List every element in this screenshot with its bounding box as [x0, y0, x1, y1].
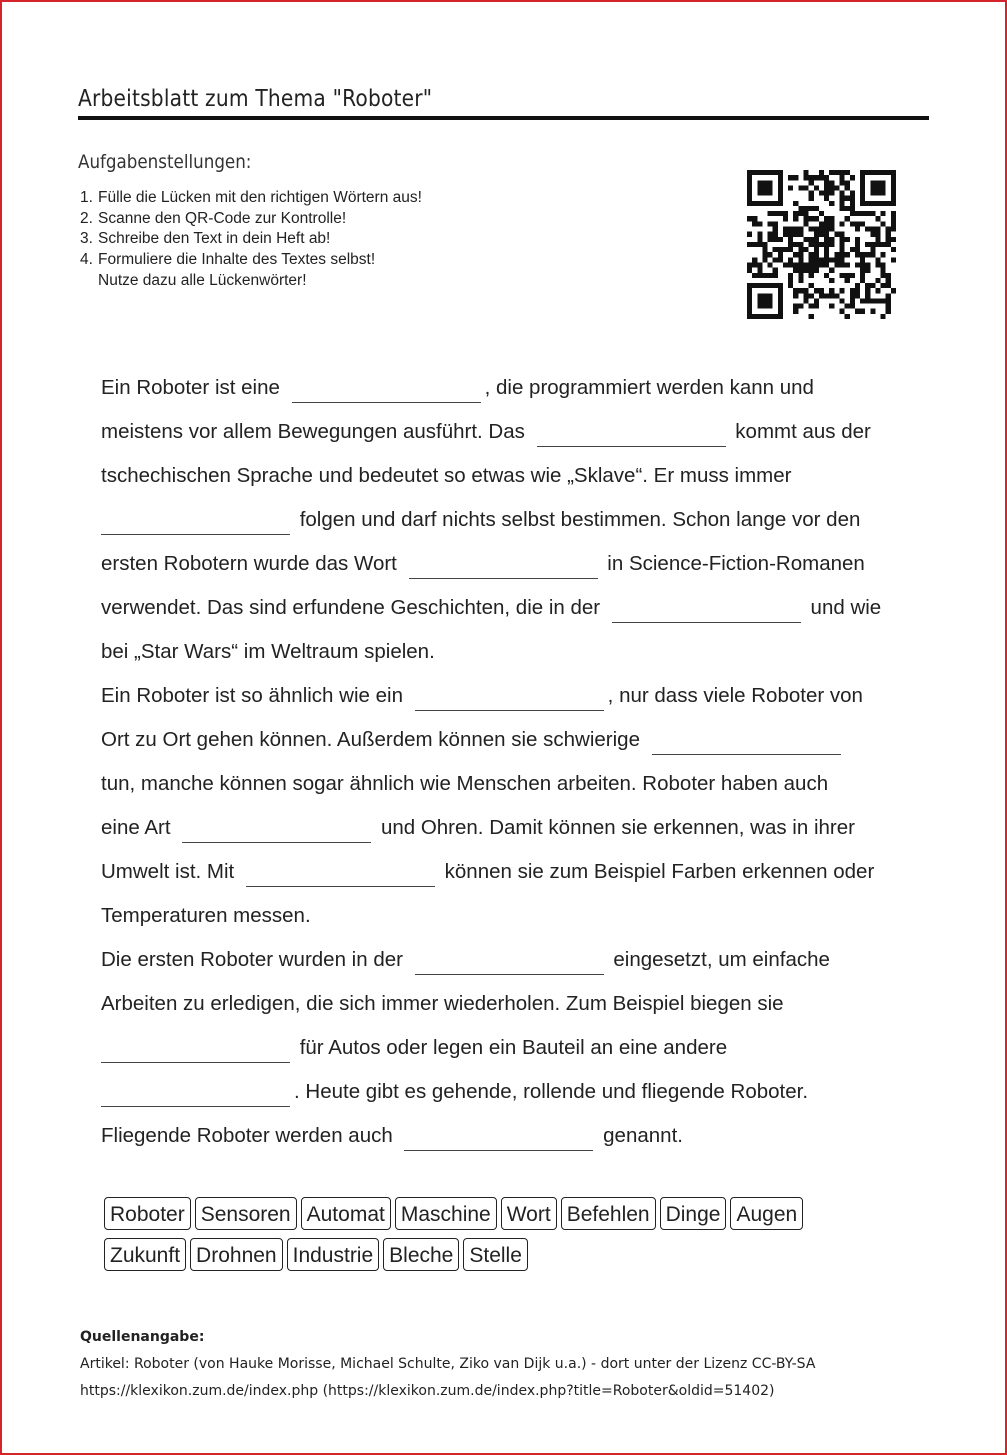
qr-code-graphic: [747, 168, 896, 321]
cloze-line: . Heute gibt es gehende, rollende und fliegende Roboter.: [101, 1070, 921, 1114]
blank-field[interactable]: [101, 1084, 290, 1107]
cloze-line: Die ersten Roboter wurden in der eingesetzt, um einfache: [101, 938, 921, 982]
cloze-line: tun, manche können sogar ähnlich wie Menschen arbeiten. Roboter haben auch: [101, 772, 829, 795]
blank-field[interactable]: [246, 864, 435, 887]
blank-field[interactable]: [409, 556, 598, 579]
qr-code-icon[interactable]: [747, 168, 896, 321]
task-item: 3. Schreibe den Text in dein Heft ab!: [80, 230, 331, 248]
cloze-line: bei „Star Wars“ im Weltraum spielen.: [101, 640, 435, 663]
word-chip[interactable]: Bleche: [383, 1238, 459, 1271]
cloze-line: eine Art und Ohren. Damit können sie erkennen, was in ihrer: [101, 806, 921, 850]
word-chip[interactable]: Maschine: [395, 1197, 497, 1230]
cloze-line: Ein Roboter ist eine , die programmiert werden kann und: [101, 366, 921, 410]
cloze-line: folgen und darf nichts selbst bestimmen. Schon lange vor den: [101, 498, 921, 542]
blank-field[interactable]: [415, 688, 604, 711]
word-chip[interactable]: Stelle: [463, 1238, 528, 1271]
blank-field[interactable]: [292, 380, 481, 403]
cloze-line: ersten Robotern wurde das Wort in Science-Fiction-Romanen: [101, 542, 921, 586]
page-title: Arbeitsblatt zum Thema "Roboter": [78, 86, 433, 112]
cloze-line: Arbeiten zu erledigen, die sich immer wiederholen. Zum Beispiel biegen sie: [101, 992, 784, 1015]
word-bank-row: [104, 1197, 924, 1230]
task-list: [80, 188, 422, 292]
word-bank-row: [104, 1238, 924, 1271]
blank-field[interactable]: [404, 1128, 593, 1151]
task-item: 4. Formuliere die Inhalte des Textes selbst! Nutze dazu alle Lückenwörter!: [80, 251, 376, 289]
cloze-line: Ort zu Ort gehen können. Außerdem können sie schwierige: [101, 718, 921, 762]
blank-field[interactable]: [537, 424, 726, 447]
cloze-line: Temperaturen messen.: [101, 904, 311, 927]
task-item: 1. Fülle die Lücken mit den richtigen Wörtern aus!: [80, 189, 422, 206]
word-chip[interactable]: Augen: [730, 1197, 803, 1230]
source-article: Artikel: Roboter (von Hauke Morisse, Michael Schulte, Ziko van Dijk u.a.) - dort unter der Lizenz CC-BY-SA: [80, 1356, 816, 1372]
word-chip[interactable]: Befehlen: [561, 1197, 656, 1230]
cloze-line: meistens vor allem Bewegungen ausführt. Das kommt aus der: [101, 410, 921, 454]
cloze-line: Fliegende Roboter werden auch genannt.: [101, 1114, 921, 1158]
blank-field[interactable]: [612, 600, 801, 623]
blank-field[interactable]: [101, 1040, 290, 1063]
task-item: 2. Scanne den QR-Code zur Kontrolle!: [80, 209, 347, 227]
cloze-line: Umwelt ist. Mit können sie zum Beispiel Farben erkennen oder: [101, 850, 921, 894]
blank-field[interactable]: [652, 732, 841, 755]
word-chip[interactable]: Zukunft: [104, 1238, 186, 1271]
blank-field[interactable]: [101, 512, 290, 535]
word-chip[interactable]: Dinge: [660, 1197, 727, 1230]
word-chip[interactable]: Sensoren: [195, 1197, 297, 1230]
cloze-text: [101, 366, 921, 1158]
blank-field[interactable]: [182, 820, 371, 843]
word-chip[interactable]: Industrie: [287, 1238, 380, 1271]
cloze-line: für Autos oder legen ein Bauteil an eine andere: [101, 1026, 921, 1070]
word-chip[interactable]: Roboter: [104, 1197, 191, 1230]
word-chip[interactable]: Automat: [301, 1197, 391, 1230]
word-chip[interactable]: Wort: [501, 1197, 557, 1230]
title-rule: [78, 116, 929, 120]
cloze-line: verwendet. Das sind erfundene Geschichten, die in der und wie: [101, 586, 921, 630]
source-label: Quellenangabe:: [80, 1329, 205, 1345]
source-attribution: [80, 1324, 815, 1405]
word-chip[interactable]: Drohnen: [190, 1238, 283, 1271]
tasks-heading: Aufgabenstellungen:: [78, 151, 252, 173]
cloze-line: Ein Roboter ist so ähnlich wie ein , nur dass viele Roboter von: [101, 674, 921, 718]
blank-field[interactable]: [415, 952, 604, 975]
cloze-line: tschechischen Sprache und bedeutet so etwas wie „Sklave“. Er muss immer: [101, 464, 792, 487]
source-link[interactable]: https://klexikon.zum.de/index.php (https://klexikon.zum.de/index.php?title=Roboter&oldid=51402): [80, 1383, 775, 1399]
word-bank: [104, 1197, 924, 1279]
